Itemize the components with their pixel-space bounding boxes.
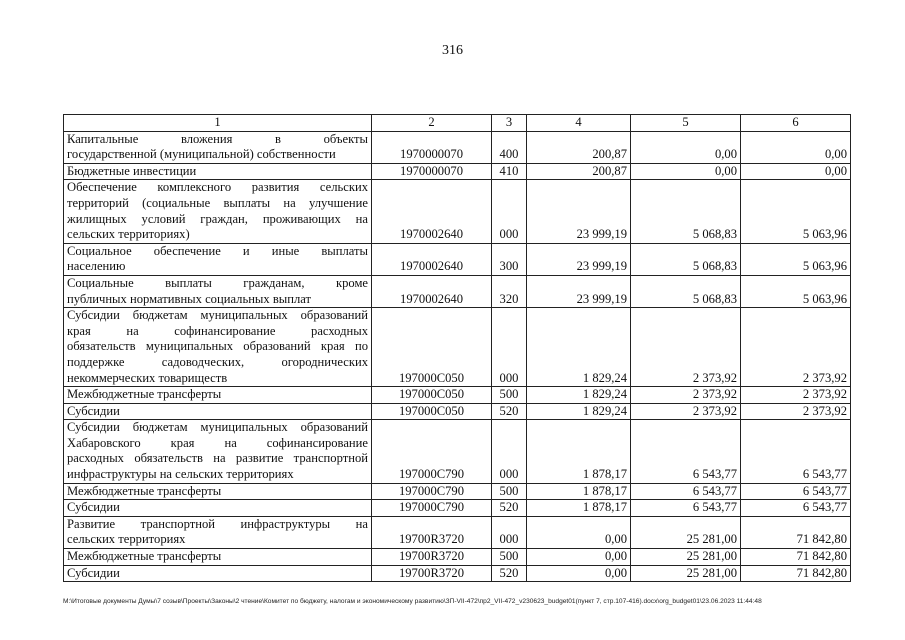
description-line: Социальное обеспечение и иные выплаты <box>67 243 368 258</box>
expense-type-cell: 500 <box>492 483 527 500</box>
description-line: поддержке садоводческих, огороднических <box>67 354 368 369</box>
description-line: жилищных условий граждан, проживающих на <box>67 211 368 226</box>
description-line: Субсидии бюджетам муниципальных образований <box>67 420 368 435</box>
amount-col4-cell: 0,00 <box>527 549 631 566</box>
table-row <box>64 308 851 387</box>
row-description <box>64 180 372 243</box>
amount-col6-cell: 5 063,96 <box>741 275 851 307</box>
page-number: 316 <box>442 43 463 58</box>
table-row <box>64 131 851 163</box>
target-code-cell: 197000С790 <box>372 500 492 517</box>
expense-type-cell: 520 <box>492 500 527 517</box>
file-path-footer: M:\Итоговые документы Думы\7 созыв\Проекты\Законы\2 чтение\Комитет по бюджету, налогам и экономическому развитию\ЗП-VII-472\пр2_VII-472_v230623_budget01(пункт 7, стр.107-416).docx\org_budget01\23.06.2023 11:44:48 <box>63 598 762 605</box>
row-description <box>64 163 372 180</box>
table-row <box>64 403 851 420</box>
description-line: населению <box>67 259 126 274</box>
description-line: Межбюджетные трансферты <box>67 549 222 564</box>
table-row <box>64 483 851 500</box>
amount-col5-cell: 2 373,92 <box>631 308 741 387</box>
budget-table <box>63 114 851 582</box>
description-line: обязательств муниципальных образований края по <box>67 339 368 354</box>
description-line: Межбюджетные трансферты <box>67 387 222 402</box>
amount-col4-cell: 1 878,17 <box>527 483 631 500</box>
table-row <box>64 549 851 566</box>
target-code-cell: 197000С790 <box>372 420 492 483</box>
row-description <box>64 549 372 566</box>
description-line: сельских территориях) <box>67 227 190 242</box>
target-code-cell: 197000С790 <box>372 483 492 500</box>
amount-col4-cell: 1 829,24 <box>527 403 631 420</box>
expense-type-cell: 520 <box>492 403 527 420</box>
description-line: территорий (социальные выплаты на улучшение <box>67 195 368 210</box>
header-row <box>64 115 851 132</box>
amount-col6-cell: 71 842,80 <box>741 565 851 582</box>
amount-col6-cell: 2 373,92 <box>741 403 851 420</box>
description-line: Капитальные вложения в объекты <box>67 131 368 146</box>
description-line: края на софинансирование расходных <box>67 323 368 338</box>
amount-col4-cell: 23 999,19 <box>527 243 631 275</box>
expense-type-cell: 320 <box>492 275 527 307</box>
description-line: Субсидии <box>67 500 120 515</box>
target-code-cell: 1970000070 <box>372 163 492 180</box>
amount-col5-cell: 25 281,00 <box>631 549 741 566</box>
header-cell: 1 <box>64 115 372 132</box>
row-description <box>64 516 372 548</box>
table-row <box>64 500 851 517</box>
amount-col5-cell: 6 543,77 <box>631 420 741 483</box>
amount-col4-cell: 23 999,19 <box>527 180 631 243</box>
header-cell: 5 <box>631 115 741 132</box>
description-line: Обеспечение комплексного развития сельских <box>67 180 368 195</box>
target-code-cell: 1970002640 <box>372 180 492 243</box>
header-cell: 2 <box>372 115 492 132</box>
amount-col5-cell: 6 543,77 <box>631 500 741 517</box>
expense-type-cell: 000 <box>492 180 527 243</box>
description-line: сельских территориях <box>67 532 186 547</box>
amount-col5-cell: 0,00 <box>631 163 741 180</box>
description-line: публичных нормативных социальных выплат <box>67 291 312 306</box>
expense-type-cell: 410 <box>492 163 527 180</box>
row-description <box>64 403 372 420</box>
expense-type-cell: 000 <box>492 308 527 387</box>
expense-type-cell: 520 <box>492 565 527 582</box>
target-code-cell: 1970002640 <box>372 243 492 275</box>
expense-type-cell: 300 <box>492 243 527 275</box>
amount-col6-cell: 5 063,96 <box>741 180 851 243</box>
amount-col6-cell: 5 063,96 <box>741 243 851 275</box>
row-description <box>64 243 372 275</box>
description-line: Социальные выплаты гражданам, кроме <box>67 275 368 290</box>
amount-col4-cell: 0,00 <box>527 565 631 582</box>
table-row <box>64 163 851 180</box>
amount-col5-cell: 5 068,83 <box>631 275 741 307</box>
amount-col4-cell: 23 999,19 <box>527 275 631 307</box>
table-row <box>64 275 851 307</box>
expense-type-cell: 500 <box>492 549 527 566</box>
row-description <box>64 420 372 483</box>
expense-type-cell: 000 <box>492 516 527 548</box>
header-cell: 3 <box>492 115 527 132</box>
amount-col6-cell: 6 543,77 <box>741 500 851 517</box>
target-code-cell: 19700R3720 <box>372 549 492 566</box>
target-code-cell: 197000С050 <box>372 308 492 387</box>
amount-col5-cell: 5 068,83 <box>631 243 741 275</box>
amount-col6-cell: 71 842,80 <box>741 549 851 566</box>
amount-col5-cell: 25 281,00 <box>631 565 741 582</box>
description-line: государственной (муниципальной) собственности <box>67 147 336 162</box>
amount-col5-cell: 2 373,92 <box>631 403 741 420</box>
target-code-cell: 19700R3720 <box>372 565 492 582</box>
description-line: Субсидии <box>67 565 120 580</box>
table-row <box>64 387 851 404</box>
amount-col4-cell: 1 878,17 <box>527 420 631 483</box>
amount-col4-cell: 200,87 <box>527 163 631 180</box>
amount-col4-cell: 1 829,24 <box>527 308 631 387</box>
amount-col4-cell: 200,87 <box>527 131 631 163</box>
amount-col4-cell: 1 829,24 <box>527 387 631 404</box>
amount-col5-cell: 0,00 <box>631 131 741 163</box>
description-line: Субсидии бюджетам муниципальных образований <box>67 308 368 323</box>
description-line: расходных обязательств на развитие транспортной <box>67 451 368 466</box>
row-description <box>64 275 372 307</box>
amount-col5-cell: 6 543,77 <box>631 483 741 500</box>
description-line: Межбюджетные трансферты <box>67 483 222 498</box>
row-description <box>64 500 372 517</box>
table-row <box>64 565 851 582</box>
amount-col4-cell: 0,00 <box>527 516 631 548</box>
expense-type-cell: 400 <box>492 131 527 163</box>
amount-col6-cell: 0,00 <box>741 163 851 180</box>
table-row <box>64 180 851 243</box>
table-row <box>64 420 851 483</box>
row-description <box>64 131 372 163</box>
description-line: Бюджетные инвестиции <box>67 163 197 178</box>
row-description <box>64 483 372 500</box>
amount-col5-cell: 2 373,92 <box>631 387 741 404</box>
target-code-cell: 19700R3720 <box>372 516 492 548</box>
target-code-cell: 197000С050 <box>372 403 492 420</box>
header-cell: 4 <box>527 115 631 132</box>
description-line: Субсидии <box>67 403 120 418</box>
expense-type-cell: 500 <box>492 387 527 404</box>
description-line: Развитие транспортной инфраструктуры на <box>67 516 368 531</box>
target-code-cell: 197000С050 <box>372 387 492 404</box>
description-line: инфраструктуры на сельских территориях <box>67 467 294 482</box>
row-description <box>64 565 372 582</box>
target-code-cell: 1970000070 <box>372 131 492 163</box>
amount-col6-cell: 2 373,92 <box>741 308 851 387</box>
expense-type-cell: 000 <box>492 420 527 483</box>
amount-col5-cell: 25 281,00 <box>631 516 741 548</box>
amount-col6-cell: 71 842,80 <box>741 516 851 548</box>
description-line: Хабаровского края на софинансирование <box>67 435 368 450</box>
table-row <box>64 243 851 275</box>
amount-col6-cell: 2 373,92 <box>741 387 851 404</box>
amount-col6-cell: 0,00 <box>741 131 851 163</box>
row-description <box>64 387 372 404</box>
amount-col6-cell: 6 543,77 <box>741 483 851 500</box>
header-cell: 6 <box>741 115 851 132</box>
table-row <box>64 516 851 548</box>
amount-col6-cell: 6 543,77 <box>741 420 851 483</box>
amount-col5-cell: 5 068,83 <box>631 180 741 243</box>
target-code-cell: 1970002640 <box>372 275 492 307</box>
row-description <box>64 308 372 387</box>
amount-col4-cell: 1 878,17 <box>527 500 631 517</box>
description-line: некоммерческих товариществ <box>67 370 228 385</box>
